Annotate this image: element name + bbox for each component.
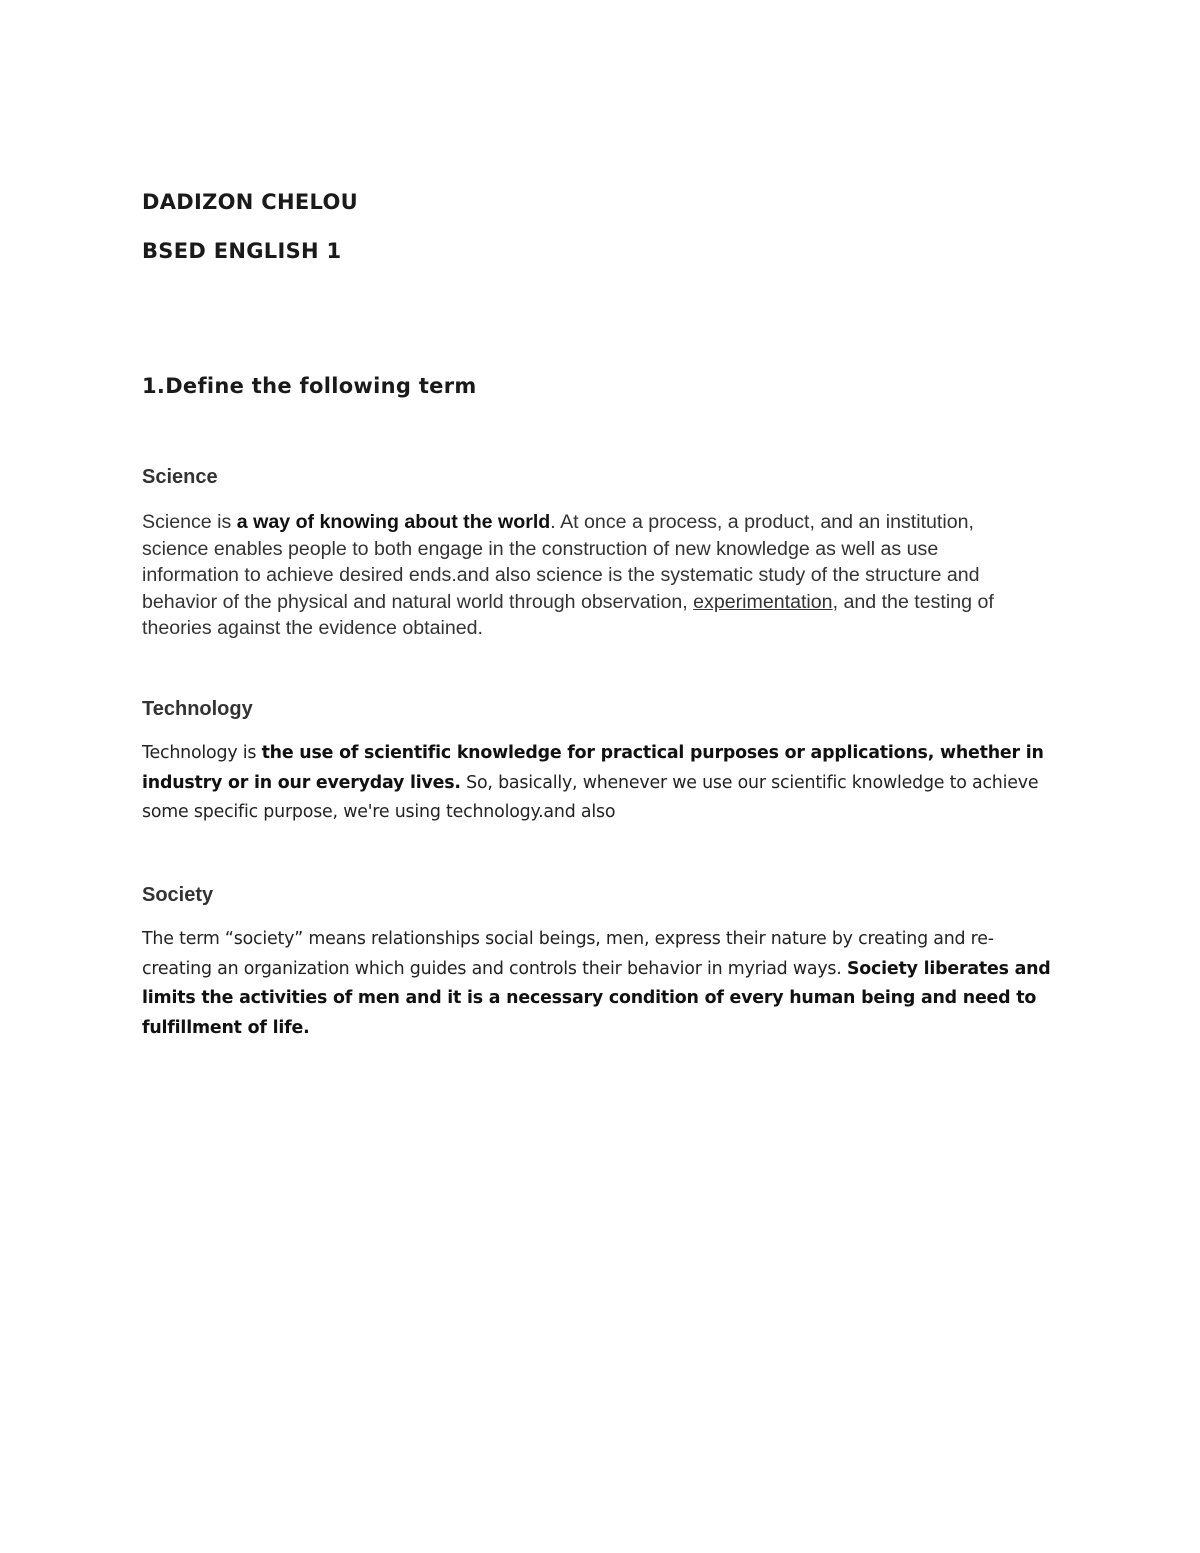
- text-run: creating an organization which guides and controls their behavior in myriad ways.: [142, 958, 847, 979]
- text-line: [142, 509, 1062, 536]
- bold-text-run: a way of knowing about the world: [236, 511, 551, 533]
- text-line: [142, 589, 1062, 616]
- society-paragraph: [142, 925, 1062, 1043]
- science-paragraph: [142, 509, 1062, 642]
- section-title-technology: Technology: [142, 698, 253, 720]
- course-label: BSED ENGLISH 1: [142, 239, 342, 263]
- text-line: information to achieve desired ends.and also science is the systematic study of the structure and: [142, 564, 980, 586]
- text-line: some specific purpose, we're using technology.and also: [142, 802, 616, 822]
- text-line: [142, 769, 1062, 799]
- author-name: DADIZON CHELOU: [142, 190, 358, 214]
- bold-text-run: the use of scientific knowledge for practical purposes or applications, whether in: [261, 743, 1044, 763]
- text-line: theories against the evidence obtained.: [142, 617, 483, 639]
- section-title-science: Science: [142, 466, 218, 488]
- section-title-society: Society: [142, 884, 214, 906]
- question-heading: 1.Define the following term: [142, 374, 477, 398]
- text-run: , and the testing of: [832, 590, 994, 613]
- bold-text-run: industry or in our everyday lives.: [142, 772, 461, 793]
- text-line: science enables people to both engage in the construction of new knowledge as well as use: [142, 537, 939, 560]
- text-line: fulfillment of life.: [142, 1017, 310, 1038]
- text-run: Science is: [142, 511, 237, 533]
- text-line: The term “society” means relationships social beings, men, express their nature by creating and re-: [142, 929, 994, 949]
- text-run: . At once a process, a product, and an institution,: [550, 511, 974, 533]
- experimentation-link[interactable]: experimentation: [693, 590, 833, 613]
- text-line: [142, 739, 1062, 769]
- text-line: [142, 955, 1062, 985]
- bold-text-run: Society liberates and: [846, 958, 1051, 979]
- text-line: limits the activities of men and it is a necessary condition of every human being and need to: [142, 988, 1037, 1008]
- text-run: So, basically, whenever we use our scientific knowledge to achieve: [460, 772, 1039, 793]
- technology-paragraph: [142, 739, 1062, 828]
- text-run: Technology is: [142, 743, 262, 763]
- text-run: behavior of the physical and natural world through observation,: [142, 590, 694, 613]
